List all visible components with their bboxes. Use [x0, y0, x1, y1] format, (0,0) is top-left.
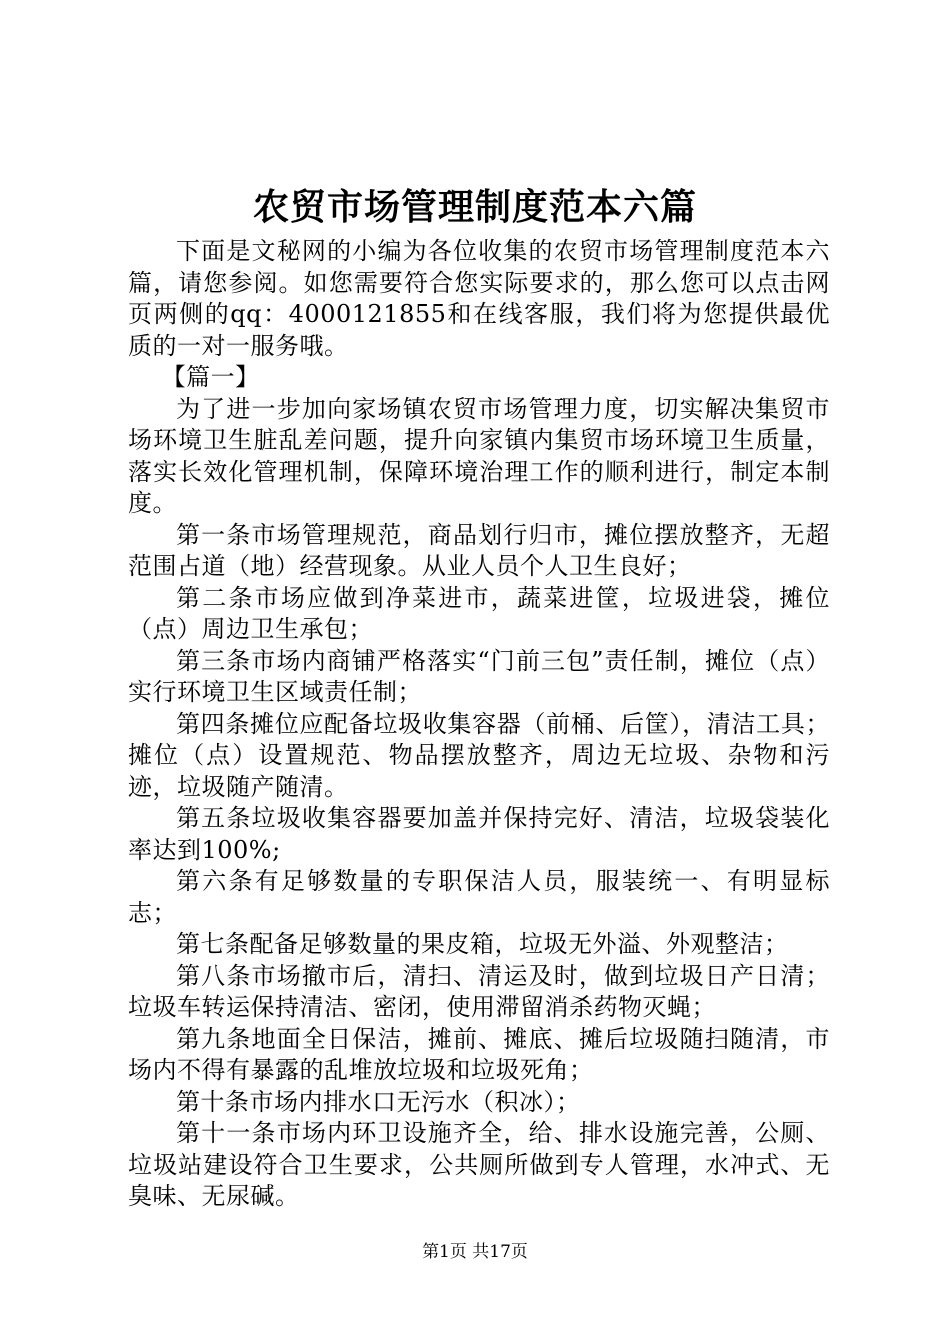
article-7: 第七条配备足够数量的果皮箱，垃圾无外溢、外观整洁；	[176, 930, 789, 958]
article-6: 第六条有足够数量的专职保洁人员，服装统一、有明显标志；	[128, 867, 830, 927]
section-heading: 【篇一】	[161, 363, 260, 391]
article-8: 第八条市场撤市后，清扫、清运及时，做到垃圾日产日清；垃圾车转运保持清洁、密闭，使用滞留消杀药物灭蝇；	[128, 961, 830, 1021]
article-10: 第十条市场内排水口无污水（积冰）；	[176, 1087, 581, 1116]
article-5: 第五条垃圾收集容器要加盖并保持完好、清洁，垃圾袋装化率达到100%;	[128, 804, 830, 864]
article-1: 第一条市场管理规范，商品划行归市，摊位摆放整齐，无超范围占道（地）经营现象。从业人员个人卫生良好；	[128, 520, 830, 580]
article-2: 第二条市场应做到净菜进市，蔬菜进筐，垃圾进袋，摊位（点）周边卫生承包；	[128, 583, 830, 643]
document-title: 农贸市场管理制度范本六篇	[252, 186, 697, 228]
article-11: 第十一条市场内环卫设施齐全，给、排水设施完善，公厕、垃圾站建设符合卫生要求，公共厕所做到专人管理，水冲式、无臭味、无尿碱。	[128, 1119, 830, 1210]
preamble-paragraph: 为了进一步加向家场镇农贸市场管理力度，切实解决集贸市场环境卫生脏乱差问题，提升向家镇内集贸市场环境卫生质量，落实长效化管理机制，保障环境治理工作的顺利进行，制定本制度。	[128, 394, 830, 517]
page-number: 第1页 共17页	[422, 1242, 528, 1262]
article-9: 第九条地面全日保洁，摊前、摊底、摊后垃圾随扫随清，市场内不得有暴露的乱堆放垃圾和垃圾死角；	[128, 1024, 830, 1084]
article-4: 第四条摊位应配备垃圾收集容器（前桶、后筐），清洁工具；摊位（点）设置规范、物品摆放整齐，周边无垃圾、杂物和污迹，垃圾随产随清。	[128, 709, 830, 801]
article-3: 第三条市场内商铺严格落实“门前三包”责任制，摊位（点）实行环境卫生区域责任制；	[128, 646, 830, 706]
document-body	[128, 236, 830, 1213]
intro-paragraph: 下面是文秘网的小编为各位收集的农贸市场管理制度范本六篇，请您参阅。如您需要符合您实际要求的，那么您可以点击网页两侧的qq：4000121855和在线客服，我们将为您提供最优质的一对一服务哦。	[128, 237, 830, 360]
